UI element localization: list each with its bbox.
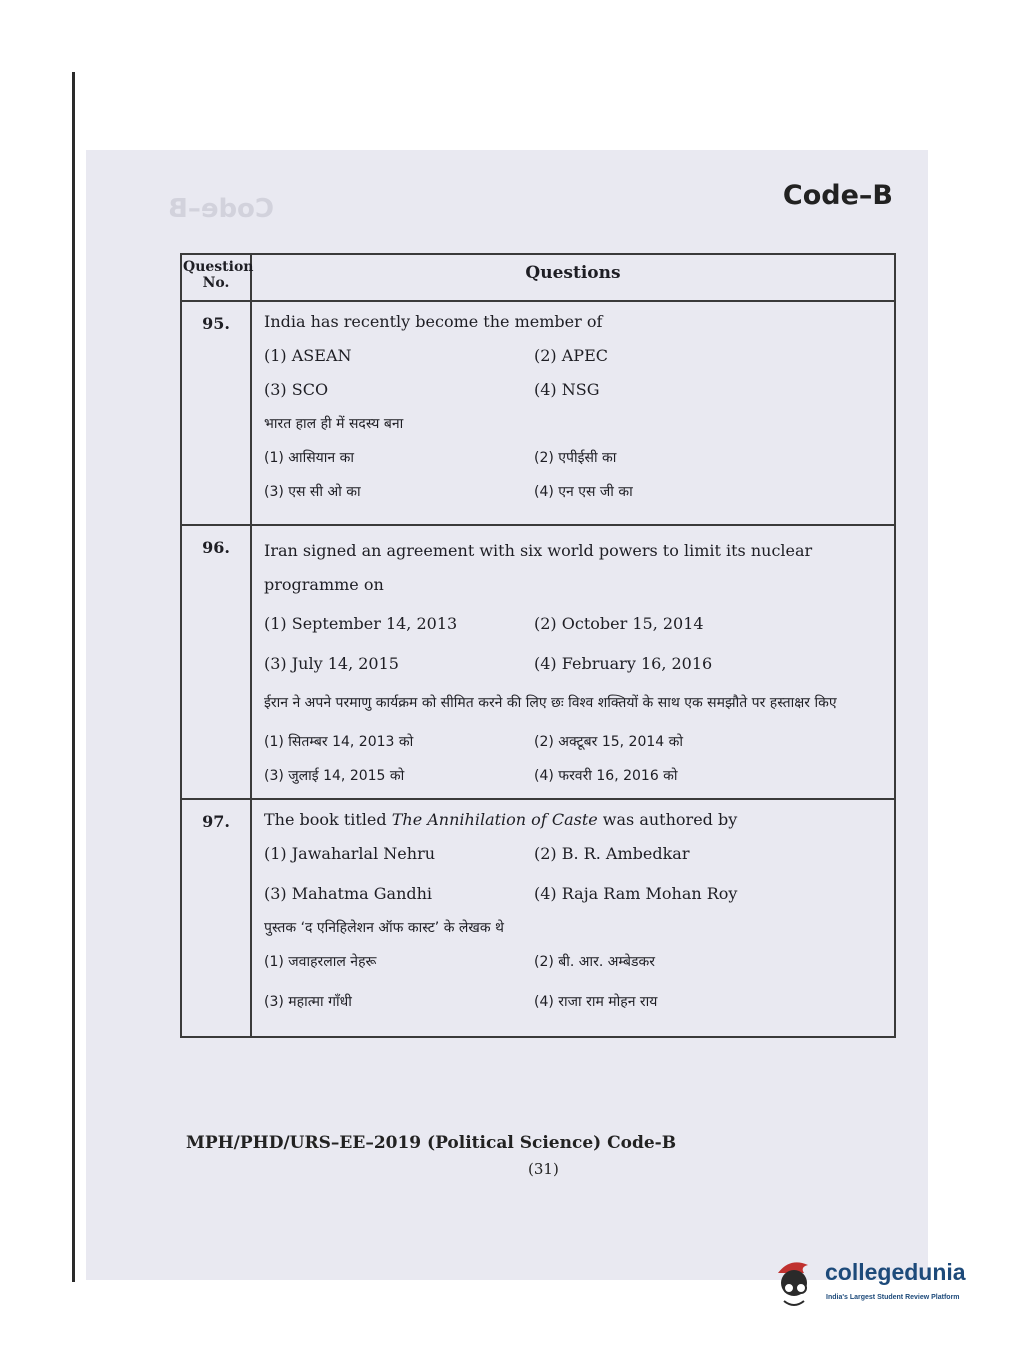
option: (2) B. R. Ambedkar xyxy=(534,844,690,863)
option: (2) बी. आर. अम्बेडकर xyxy=(534,954,655,970)
option: (3) एस सी ओ का xyxy=(264,484,361,500)
options-en xyxy=(264,344,890,402)
option: (2) October 15, 2014 xyxy=(534,614,704,633)
collegedunia-watermark xyxy=(770,1255,995,1315)
page-number: (31) xyxy=(528,1160,559,1178)
questions-header: Questions xyxy=(251,254,895,301)
book-title: The Annihilation of Caste xyxy=(391,810,598,829)
question-row xyxy=(181,525,895,799)
question-body xyxy=(251,525,895,799)
option: (1) ASEAN xyxy=(264,346,352,365)
option: (4) एन एस जी का xyxy=(534,484,633,500)
option: (1) जवाहरलाल नेहरू xyxy=(264,954,377,970)
question-body xyxy=(251,301,895,525)
option: (2) अक्टूबर 15, 2014 को xyxy=(534,734,684,750)
option: (2) एपीईसी का xyxy=(534,450,617,466)
question-row xyxy=(181,799,895,1037)
option: (4) NSG xyxy=(534,380,600,399)
brand-tagline: India's Largest Student Review Platform xyxy=(826,1294,960,1301)
paper-code: Code–B xyxy=(782,180,893,211)
question-text-en: Iran signed an agreement with six world powers to limit its nuclear programme on xyxy=(264,541,813,594)
option: (3) SCO xyxy=(264,380,329,399)
question-number: 96. xyxy=(181,525,251,799)
options-en xyxy=(264,612,890,676)
option: (3) Mahatma Gandhi xyxy=(264,884,433,903)
question-table xyxy=(180,253,896,1038)
option: (4) फरवरी 16, 2016 को xyxy=(534,768,678,784)
option: (3) July 14, 2015 xyxy=(264,654,399,673)
question-number: 95. xyxy=(181,301,251,525)
paper-footer: MPH/PHD/URS–EE–2019 (Political Science) Code-B xyxy=(186,1133,677,1153)
option: (4) Raja Ram Mohan Roy xyxy=(534,884,738,903)
mascot-icon xyxy=(770,1255,820,1313)
question-text-hi: ईरान ने अपने परमाणु कार्यक्रम को सीमित करने की लिए छः विश्व शक्तियों के साथ एक समझौते पर हस्ताक्षर किए xyxy=(264,695,837,711)
option: (3) महात्मा गाँधी xyxy=(264,994,352,1010)
question-text-hi: भारत हाल ही में सदस्य बना xyxy=(264,416,404,432)
option: (2) APEC xyxy=(534,346,608,365)
question-text-hi: पुस्तक ‘द एनिहिलेशन ऑफ कास्ट’ के लेखक थे xyxy=(264,920,504,936)
table-header-row xyxy=(181,254,895,301)
option: (1) Jawaharlal Nehru xyxy=(264,844,436,863)
options-hi xyxy=(264,950,890,1014)
options-en xyxy=(264,842,890,906)
question-text-post: was authored by xyxy=(597,810,738,829)
option: (1) सितम्बर 14, 2013 को xyxy=(264,734,414,750)
question-body xyxy=(251,799,895,1037)
question-number: 97. xyxy=(181,799,251,1037)
option: (4) राजा राम मोहन राय xyxy=(534,994,658,1010)
options-hi xyxy=(264,446,890,504)
question-no-header: Question No. xyxy=(181,254,251,301)
page-edge xyxy=(72,72,75,1282)
bleed-through-code: Code–B xyxy=(168,194,275,224)
question-text-en xyxy=(264,808,890,832)
brand-name: collegedunia xyxy=(825,1259,966,1285)
option: (1) आसियान का xyxy=(264,450,355,466)
question-text-en: India has recently become the member of xyxy=(264,312,603,331)
question-text-pre: The book titled xyxy=(264,810,392,829)
option: (3) जुलाई 14, 2015 को xyxy=(264,768,405,784)
question-row xyxy=(181,301,895,525)
options-hi xyxy=(264,730,890,788)
option: (4) February 16, 2016 xyxy=(534,654,713,673)
option: (1) September 14, 2013 xyxy=(264,614,458,633)
